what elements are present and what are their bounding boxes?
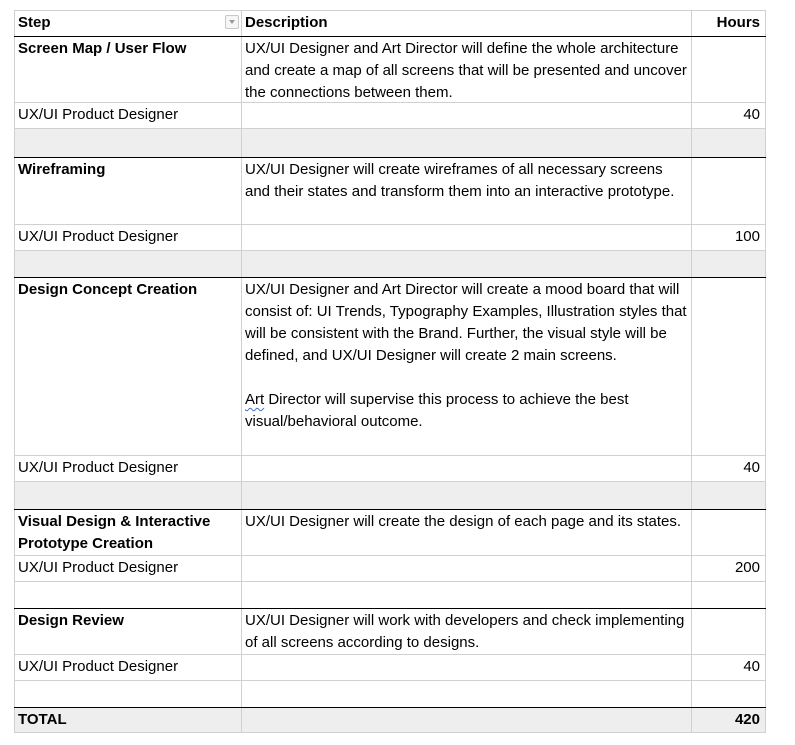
hours-cell[interactable] [691,609,766,654]
task-row [14,157,766,224]
empty-cell[interactable] [241,681,691,707]
step-title: Visual Design & Interactive Prototype Creation [18,513,211,552]
empty-cell[interactable] [691,482,766,509]
role-cell[interactable] [14,456,241,481]
step-cell[interactable] [14,278,241,455]
role-row [14,555,766,581]
description-text: UX/UI Designer and Art Director will create a mood board that will consist of: UI Trends, Typography Examples, Illustration styles that will be consistent with the Brand. Further, the visual style will be defined, and UX/UI Designer will create 2 main screens. [245,281,687,364]
hours-cell[interactable] [691,158,766,224]
role-row [14,102,766,128]
description-text: UX/UI Designer will work with developers and check implementing of all screens according to designs. [245,612,685,651]
role-row [14,654,766,680]
role-label: UX/UI Product Designer [18,658,179,675]
hours-cell[interactable] [691,225,766,250]
empty-cell[interactable] [241,708,691,732]
role-label: UX/UI Product Designer [18,228,179,245]
total-hours-value: 420 [734,711,760,728]
description-cell[interactable] [241,510,691,555]
step-cell[interactable] [14,37,241,102]
step-title: Design Concept Creation [18,281,198,298]
role-cell[interactable] [14,655,241,680]
hours-value: 40 [743,459,760,476]
step-title: Design Review [18,612,124,629]
role-label: UX/UI Product Designer [18,459,179,476]
hours-cell[interactable] [691,278,766,455]
description-text-secondary [245,389,688,433]
empty-cell[interactable] [14,482,241,509]
hours-cell[interactable] [691,103,766,128]
header-hours-label: Hours [716,14,760,31]
task-row [14,509,766,555]
description-cell[interactable] [241,37,691,102]
empty-cell[interactable] [241,129,691,157]
empty-cell[interactable] [241,251,691,277]
hours-value: 40 [743,658,760,675]
total-label-cell[interactable] [14,708,241,732]
hours-cell[interactable] [691,510,766,555]
empty-cell[interactable] [691,129,766,157]
spacer-row [14,128,766,157]
step-cell[interactable] [14,158,241,224]
spacer-row [14,481,766,509]
empty-cell[interactable] [691,251,766,277]
empty-cell[interactable] [14,681,241,707]
table-bottom-border [14,732,766,733]
empty-cell[interactable] [14,129,241,157]
hours-value: 100 [734,228,760,245]
filter-dropdown-icon[interactable] [225,15,239,29]
description-text: UX/UI Designer and Art Director will define the whole architecture and create a map of all screens that will be presented and uncover the connections between them. [245,40,687,101]
role-cell[interactable] [14,103,241,128]
empty-cell[interactable] [691,681,766,707]
role-label: UX/UI Product Designer [18,559,179,576]
header-row [14,10,766,36]
empty-cell[interactable] [241,482,691,509]
empty-cell[interactable] [14,251,241,277]
description-cell[interactable] [241,278,691,455]
total-label: TOTAL [18,711,67,728]
description-text: UX/UI Designer will create the design of each page and its states. [245,513,682,530]
hours-value: 40 [743,106,760,123]
header-description-cell[interactable] [241,11,691,36]
total-hours-cell[interactable] [691,708,766,732]
header-step-label: Step [18,14,51,31]
empty-cell[interactable] [241,103,691,128]
description-text: UX/UI Designer will create wireframes of all necessary screens and their states and transform them into an interactive prototype. [245,161,675,200]
empty-cell[interactable] [241,456,691,481]
empty-cell[interactable] [14,582,241,608]
spacer-row [14,581,766,608]
task-row [14,608,766,654]
spellcheck-word[interactable]: Art [245,391,265,408]
hours-cell[interactable] [691,655,766,680]
hours-cell[interactable] [691,556,766,581]
spacer-row [14,250,766,277]
description-cell[interactable] [241,609,691,654]
hours-value: 200 [734,559,760,576]
total-row [14,707,766,732]
step-title: Wireframing [18,161,106,178]
role-cell[interactable] [14,225,241,250]
hours-cell[interactable] [691,37,766,102]
role-label: UX/UI Product Designer [18,106,179,123]
step-cell[interactable] [14,510,241,555]
role-row [14,224,766,250]
header-description-label: Description [245,14,328,31]
task-row [14,36,766,102]
step-cell[interactable] [14,609,241,654]
empty-cell[interactable] [241,582,691,608]
empty-cell[interactable] [691,582,766,608]
role-cell[interactable] [14,556,241,581]
description-cell[interactable] [241,158,691,224]
header-step-cell[interactable] [14,11,241,36]
paragraph-gap [245,367,688,389]
step-title: Screen Map / User Flow [18,40,187,57]
description-text-end: visual/behavioral outcome. [245,413,423,430]
description-text-rest: Director will supervise this process to achieve the best [264,391,629,408]
empty-cell[interactable] [241,655,691,680]
hours-cell[interactable] [691,456,766,481]
spacer-row [14,680,766,707]
role-row [14,455,766,481]
empty-cell[interactable] [241,556,691,581]
task-row [14,277,766,455]
header-hours-cell[interactable] [691,11,766,36]
empty-cell[interactable] [241,225,691,250]
